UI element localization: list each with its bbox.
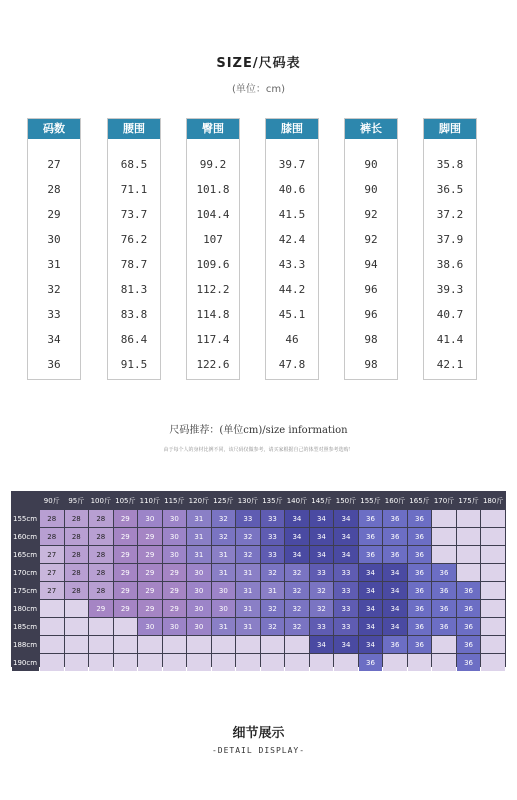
cell: 114.8 [196, 308, 230, 321]
size-cell: 34 [310, 528, 334, 545]
size-chart-unit: (单位：cm) [231, 84, 286, 95]
size-cell: 30 [163, 546, 187, 563]
detail-subtitle: -DETAIL DISPLAY- [211, 746, 306, 755]
size-cell: 36 [432, 600, 456, 617]
size-cell: 36 [432, 618, 456, 635]
size-cell [432, 528, 456, 545]
size-cell: 36 [408, 510, 432, 527]
size-cell: 31 [236, 582, 260, 599]
cell: 122.6 [196, 358, 230, 371]
size-cell [261, 654, 285, 671]
size-cell: 34 [383, 564, 407, 581]
size-cell: 29 [138, 600, 162, 617]
table-row [12, 510, 505, 527]
size-cell [310, 654, 334, 671]
table-row [12, 582, 505, 599]
weight-header: 175斤 [457, 492, 481, 509]
size-cell [138, 636, 162, 653]
size-cell [408, 654, 432, 671]
cell: 36.5 [436, 183, 464, 196]
cell: 92 [364, 233, 378, 246]
weight-header: 145斤 [310, 492, 334, 509]
size-cell: 27 [40, 546, 64, 563]
size-cell: 33 [310, 618, 334, 635]
cell: 112.2 [196, 283, 230, 296]
weight-header: 100斤 [89, 492, 113, 509]
size-cell: 34 [359, 636, 383, 653]
size-cell: 32 [285, 564, 309, 581]
size-cell: 36 [457, 582, 481, 599]
cell: 38.6 [436, 258, 464, 271]
size-cell: 34 [285, 510, 309, 527]
size-cell [481, 546, 505, 563]
size-cell: 30 [187, 582, 211, 599]
size-cell: 28 [89, 528, 113, 545]
table-row [12, 636, 505, 653]
cell: 83.8 [120, 308, 148, 321]
size-cell [187, 654, 211, 671]
size-cell: 27 [40, 582, 64, 599]
size-cell: 28 [65, 564, 89, 581]
size-cell [481, 636, 505, 653]
size-table [27, 118, 492, 380]
grid-corner [12, 492, 39, 509]
cell: 91.5 [120, 358, 148, 371]
size-cell: 32 [212, 510, 236, 527]
column-header: 膝围 [266, 119, 318, 139]
size-cell [432, 546, 456, 563]
size-cell [261, 636, 285, 653]
weight-header: 115斤 [163, 492, 187, 509]
size-cell: 30 [163, 618, 187, 635]
cell: 43.3 [278, 258, 306, 271]
table-row [12, 546, 505, 563]
size-column-code [27, 118, 81, 380]
size-cell [114, 636, 138, 653]
weight-header: 160斤 [383, 492, 407, 509]
size-cell [432, 636, 456, 653]
size-cell: 33 [236, 510, 260, 527]
weight-header: 110斤 [138, 492, 162, 509]
size-cell: 31 [236, 564, 260, 581]
cell: 28 [47, 183, 61, 196]
size-cell: 36 [408, 528, 432, 545]
cell: 34 [47, 333, 61, 346]
size-recommendation-grid [11, 491, 506, 667]
height-label: 180cm [12, 600, 39, 617]
size-cell: 36 [408, 618, 432, 635]
size-cell: 36 [408, 546, 432, 563]
size-cell: 29 [138, 564, 162, 581]
height-label: 185cm [12, 618, 39, 635]
table-row [12, 654, 505, 671]
size-cell: 36 [457, 600, 481, 617]
size-cell: 29 [114, 564, 138, 581]
size-cell [89, 618, 113, 635]
size-cell: 34 [334, 510, 358, 527]
cell: 30 [47, 233, 61, 246]
cell: 117.4 [196, 333, 230, 346]
size-cell: 33 [261, 546, 285, 563]
size-cell: 32 [212, 528, 236, 545]
size-cell [481, 510, 505, 527]
cell: 96 [364, 283, 378, 296]
recommendation-title: 尺码推荐：(单位cm)/size information [169, 425, 348, 436]
size-cell [285, 636, 309, 653]
size-cell: 36 [383, 528, 407, 545]
size-cell: 36 [359, 528, 383, 545]
weight-header: 170斤 [432, 492, 456, 509]
size-cell: 32 [285, 618, 309, 635]
size-cell: 34 [334, 546, 358, 563]
size-cell: 30 [138, 618, 162, 635]
size-cell: 27 [40, 564, 64, 581]
size-cell [65, 600, 89, 617]
size-cell: 32 [310, 582, 334, 599]
height-label: 175cm [12, 582, 39, 599]
size-cell [383, 654, 407, 671]
cell: 47.8 [278, 358, 306, 371]
size-cell [236, 636, 260, 653]
size-cell: 33 [334, 582, 358, 599]
table-row [12, 600, 505, 617]
size-cell: 30 [187, 600, 211, 617]
size-column-knee [265, 118, 319, 380]
size-cell: 36 [432, 564, 456, 581]
cell: 45.1 [278, 308, 306, 321]
size-cell: 29 [138, 528, 162, 545]
size-cell [163, 636, 187, 653]
size-cell [89, 654, 113, 671]
size-cell: 28 [65, 510, 89, 527]
weight-header: 155斤 [359, 492, 383, 509]
cell: 29 [47, 208, 61, 221]
table-row [12, 564, 505, 581]
weight-header: 125斤 [212, 492, 236, 509]
size-cell: 29 [163, 600, 187, 617]
cell: 40.7 [436, 308, 464, 321]
column-header: 腰围 [108, 119, 160, 139]
size-cell: 28 [89, 564, 113, 581]
size-cell: 34 [359, 564, 383, 581]
size-cell: 36 [408, 564, 432, 581]
size-cell: 34 [285, 528, 309, 545]
cell: 81.3 [120, 283, 148, 296]
size-cell: 28 [89, 582, 113, 599]
size-cell: 36 [457, 618, 481, 635]
size-cell: 28 [89, 546, 113, 563]
size-cell: 30 [212, 600, 236, 617]
size-cell: 36 [457, 654, 481, 671]
size-column-hem [423, 118, 477, 380]
cell: 90 [364, 183, 378, 196]
cell: 42.4 [278, 233, 306, 246]
cell: 73.7 [120, 208, 148, 221]
size-cell: 36 [359, 510, 383, 527]
size-cell: 32 [261, 600, 285, 617]
cell: 78.7 [120, 258, 148, 271]
size-cell: 29 [114, 600, 138, 617]
size-cell: 34 [310, 510, 334, 527]
size-cell [65, 636, 89, 653]
size-cell [432, 510, 456, 527]
size-cell [40, 600, 64, 617]
cell: 101.8 [196, 183, 230, 196]
size-cell [187, 636, 211, 653]
size-cell [212, 654, 236, 671]
cell: 41.4 [436, 333, 464, 346]
size-cell: 30 [138, 510, 162, 527]
size-cell: 29 [114, 528, 138, 545]
size-cell: 30 [187, 618, 211, 635]
size-cell [89, 636, 113, 653]
cell: 27 [47, 158, 61, 171]
size-cell: 33 [334, 600, 358, 617]
size-cell: 31 [187, 510, 211, 527]
size-column-length [344, 118, 398, 380]
weight-header: 140斤 [285, 492, 309, 509]
size-cell: 34 [359, 618, 383, 635]
size-cell: 31 [261, 582, 285, 599]
cell: 94 [364, 258, 378, 271]
size-cell: 34 [383, 618, 407, 635]
size-cell [65, 618, 89, 635]
cell: 37.2 [436, 208, 464, 221]
size-cell [481, 600, 505, 617]
size-cell: 28 [40, 510, 64, 527]
size-cell: 34 [285, 546, 309, 563]
size-cell: 30 [212, 582, 236, 599]
size-cell [334, 654, 358, 671]
size-cell [457, 510, 481, 527]
weight-header: 120斤 [187, 492, 211, 509]
size-cell [457, 528, 481, 545]
size-cell [40, 618, 64, 635]
size-cell: 30 [163, 528, 187, 545]
size-cell: 31 [236, 618, 260, 635]
cell: 107 [203, 233, 223, 246]
size-cell: 34 [359, 582, 383, 599]
size-cell: 28 [65, 528, 89, 545]
height-label: 165cm [12, 546, 39, 563]
weight-header: 165斤 [408, 492, 432, 509]
height-label: 155cm [12, 510, 39, 527]
size-cell: 34 [310, 546, 334, 563]
size-cell [138, 654, 162, 671]
size-cell: 32 [236, 528, 260, 545]
detail-title: 细节展示 [232, 726, 285, 741]
size-cell: 34 [334, 636, 358, 653]
cell: 99.2 [199, 158, 227, 171]
cell: 76.2 [120, 233, 148, 246]
cell: 39.3 [436, 283, 464, 296]
size-cell: 32 [261, 618, 285, 635]
table-row [12, 618, 505, 635]
size-cell: 32 [261, 564, 285, 581]
size-cell [457, 546, 481, 563]
size-cell: 33 [334, 564, 358, 581]
size-cell: 29 [163, 564, 187, 581]
cell: 46 [285, 333, 299, 346]
size-cell: 29 [114, 582, 138, 599]
column-header: 臀围 [187, 119, 239, 139]
size-cell: 34 [383, 600, 407, 617]
size-cell: 34 [334, 528, 358, 545]
table-row [12, 528, 505, 545]
weight-header: 90斤 [40, 492, 64, 509]
size-cell: 31 [187, 546, 211, 563]
size-cell: 29 [89, 600, 113, 617]
cell: 39.7 [278, 158, 306, 171]
weight-header: 180斤 [481, 492, 505, 509]
size-cell: 29 [138, 582, 162, 599]
size-cell [163, 654, 187, 671]
height-label: 160cm [12, 528, 39, 545]
size-cell [481, 582, 505, 599]
size-cell: 36 [408, 636, 432, 653]
size-cell: 32 [285, 582, 309, 599]
size-cell: 28 [65, 582, 89, 599]
size-cell [212, 636, 236, 653]
size-cell [481, 528, 505, 545]
size-cell: 31 [212, 618, 236, 635]
size-cell: 31 [187, 528, 211, 545]
size-cell [481, 564, 505, 581]
size-cell: 33 [261, 528, 285, 545]
size-cell: 33 [310, 564, 334, 581]
height-label: 188cm [12, 636, 39, 653]
cell: 98 [364, 358, 378, 371]
size-cell: 29 [163, 582, 187, 599]
size-cell: 36 [359, 546, 383, 563]
size-cell: 33 [334, 618, 358, 635]
height-label: 170cm [12, 564, 39, 581]
recommendation-table [11, 491, 506, 672]
size-cell: 28 [40, 528, 64, 545]
cell: 32 [47, 283, 61, 296]
cell: 104.4 [196, 208, 230, 221]
size-cell: 28 [65, 546, 89, 563]
weight-header: 130斤 [236, 492, 260, 509]
size-cell: 29 [114, 510, 138, 527]
size-cell: 32 [285, 600, 309, 617]
cell: 68.5 [120, 158, 148, 171]
size-cell [236, 654, 260, 671]
column-header: 脚围 [424, 119, 476, 139]
size-cell: 30 [187, 564, 211, 581]
size-cell: 34 [310, 636, 334, 653]
size-cell: 36 [408, 582, 432, 599]
size-cell: 28 [89, 510, 113, 527]
size-cell: 36 [383, 510, 407, 527]
weight-header: 95斤 [65, 492, 89, 509]
cell: 36 [47, 358, 61, 371]
size-cell [40, 654, 64, 671]
size-chart-title: SIZE/尺码表 [216, 56, 301, 71]
cell: 71.1 [120, 183, 148, 196]
size-cell: 36 [359, 654, 383, 671]
cell: 40.6 [278, 183, 306, 196]
size-cell [285, 654, 309, 671]
column-header: 裤长 [345, 119, 397, 139]
cell: 44.2 [278, 283, 306, 296]
cell: 109.6 [196, 258, 230, 271]
size-column-hip [186, 118, 240, 380]
size-cell: 36 [383, 546, 407, 563]
size-cell: 30 [163, 510, 187, 527]
size-cell: 36 [432, 582, 456, 599]
size-column-waist [107, 118, 161, 380]
size-cell: 36 [383, 636, 407, 653]
size-cell [481, 618, 505, 635]
size-cell: 34 [383, 582, 407, 599]
weight-header: 150斤 [334, 492, 358, 509]
size-cell [65, 654, 89, 671]
cell: 86.4 [120, 333, 148, 346]
cell: 90 [364, 158, 378, 171]
size-cell: 34 [359, 600, 383, 617]
size-cell: 29 [138, 546, 162, 563]
size-cell: 36 [408, 600, 432, 617]
size-cell [457, 564, 481, 581]
cell: 98 [364, 333, 378, 346]
height-label: 190cm [12, 654, 39, 671]
size-cell [40, 636, 64, 653]
size-cell: 36 [457, 636, 481, 653]
size-cell: 29 [114, 546, 138, 563]
weight-header: 135斤 [261, 492, 285, 509]
size-cell: 31 [212, 564, 236, 581]
size-cell: 31 [236, 600, 260, 617]
size-cell [481, 654, 505, 671]
cell: 96 [364, 308, 378, 321]
recommendation-note: 由于每个人的身材比例不同，该尺码仅做参考，请买家根据自己的体型对照参考选购！ [163, 447, 354, 453]
column-header: 码数 [28, 119, 80, 139]
size-cell [114, 654, 138, 671]
size-cell: 31 [212, 546, 236, 563]
cell: 37.9 [436, 233, 464, 246]
size-cell [432, 654, 456, 671]
size-cell: 33 [261, 510, 285, 527]
cell: 31 [47, 258, 61, 271]
size-cell: 32 [310, 600, 334, 617]
cell: 33 [47, 308, 61, 321]
size-cell: 32 [236, 546, 260, 563]
cell: 35.8 [436, 158, 464, 171]
cell: 41.5 [278, 208, 306, 221]
cell: 42.1 [436, 358, 464, 371]
cell: 92 [364, 208, 378, 221]
weight-header: 105斤 [114, 492, 138, 509]
size-cell [114, 618, 138, 635]
